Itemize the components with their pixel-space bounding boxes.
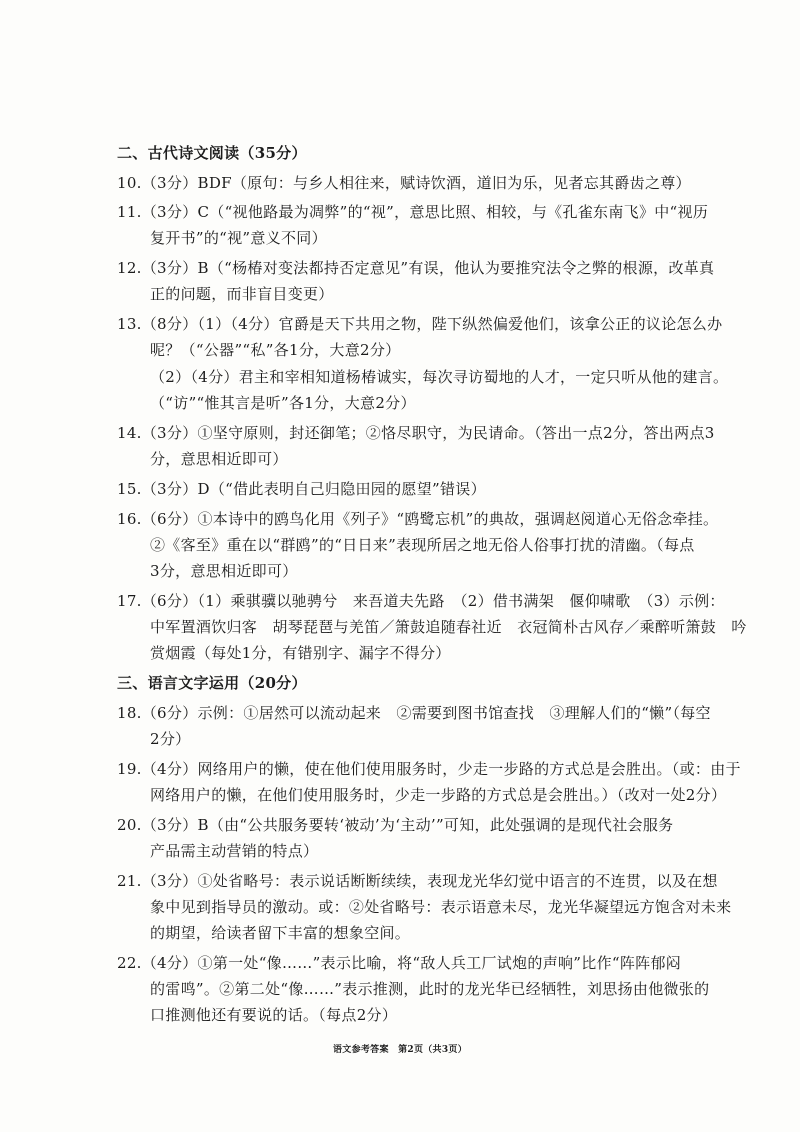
answer-13-line-2: 呢？（“公器”“私”各1分，大意2分） (150, 341, 401, 359)
answer-13-line-4: （“访”“惟其言是听”各1分，大意2分） (150, 394, 416, 412)
answer-18-line-1: 18.（6分）示例：①居然可以流动起来 ②需要到图书馆查找 ③理解人们的“懒”（每空 (117, 704, 711, 722)
answer-21-line-1: 21.（3分）①处省略号：表示说话断断续续，表现龙光华幻觉中语言的不连贯，以及在想 (117, 872, 718, 890)
answer-16-line-3: 3分，意思相近即可） (150, 562, 298, 580)
answer-21-line-3: 的期望，给读者留下丰富的想象空间。 (150, 924, 411, 942)
section-heading-classical: 二、古代诗文阅读（35分） (117, 144, 307, 162)
answer-22-line-1: 22.（4分）①第一处“像……”表示比喻，将“敌人兵工厂试炮的声响”比作“阵阵郁闷 (117, 954, 682, 972)
answer-16-line-1: 16.（6分）①本诗中的鸥鸟化用《列子》“鸥鹭忘机”的典故，强调赵阅道心无俗念牵挂。 (117, 510, 719, 528)
answer-19-line-1: 19.（4分）网络用户的懒，使在他们使用服务时，少走一步路的方式总是会胜出。（或：由于 (117, 760, 741, 778)
page-footer: 语文参考答案 第2页（共3页） (332, 1045, 468, 1055)
answer-10: 10.（3分）BDF（原句：与乡人相往来，赋诗饮酒，道旧为乐，见者忘其爵齿之尊） (117, 174, 691, 192)
section-heading-language: 三、语言文字运用（20分） (117, 674, 307, 692)
answer-20-line-1: 20.（3分）B（由“公共服务要转‘被动’为‘主动’”可知，此处强调的是现代社会服务 (117, 816, 674, 834)
answer-17-line-1: 17.（6分）（1）乘骐骥以驰骋兮 来吾道夫先路 （2）借书满架 偃仰啸歌 （3）示例： (117, 592, 725, 610)
answer-12-line-2: 正的问题，而非盲目变更） (150, 285, 334, 303)
answer-12-line-1: 12.（3分）B（“杨椿对变法都持否定意见”有误，他认为要推究法令之弊的根源，改革真 (117, 259, 715, 277)
answer-14-line-2: 分，意思相近即可） (150, 450, 288, 468)
answer-20-line-2: 产品需主动营销的特点） (150, 842, 319, 860)
answer-18-line-2: 2分） (150, 730, 191, 748)
answer-17-line-3: 赏烟霞（每处1分，有错别字、漏字不得分） (150, 644, 451, 662)
answer-21-line-2: 象中见到指导员的激动。或：②处省略号：表示语意未尽，龙光华凝望远方饱含对未来 (150, 898, 732, 916)
answer-14-line-1: 14.（3分）①坚守原则，封还御笔；②恪尽职守，为民请命。（答出一点2分，答出两点3 (117, 424, 715, 442)
answer-16-line-2: ②《客至》重在以“群鸥”的“日日来”表现所居之地无俗人俗事打扰的清幽。（每点 (150, 536, 695, 554)
answer-22-line-3: 口推测他还有要说的话。（每点2分） (150, 1006, 398, 1024)
answer-11-line-1: 11.（3分）C（“视他路最为凋弊”的“视”，意思比照、相较，与《孔雀东南飞》中“视历 (117, 203, 709, 221)
answer-19-line-2: 网络用户的懒，在他们使用服务时，少走一步路的方式总是会胜出。）（改对一处2分） (150, 786, 727, 804)
answer-13-line-3: （2）（4分）君主和宰相知道杨椿诚实，每次寻访蜀地的人才，一定只听从他的建言。 (150, 368, 729, 386)
answer-11-line-2: 复开书”的“视”意义不同） (150, 229, 327, 247)
answer-22-line-2: 的雷鸣”。②第二处“像……”表示推测，此时的龙光华已经牺牲，刘思扬由他微张的 (150, 980, 710, 998)
answer-15: 15.（3分）D（“借此表明自己归隐田园的愿望”错误） (117, 480, 486, 498)
answer-17-line-2: 中军置酒饮归客 胡琴琵琶与羌笛／箫鼓追随春社近 衣冠简朴古风存／乘醉听箫鼓 吟 (150, 618, 747, 636)
answer-13-line-1: 13.（8分）（1）（4分）官爵是天下共用之物，陛下纵然偏爱他们，该拿公正的议论怎么办 (117, 315, 723, 333)
